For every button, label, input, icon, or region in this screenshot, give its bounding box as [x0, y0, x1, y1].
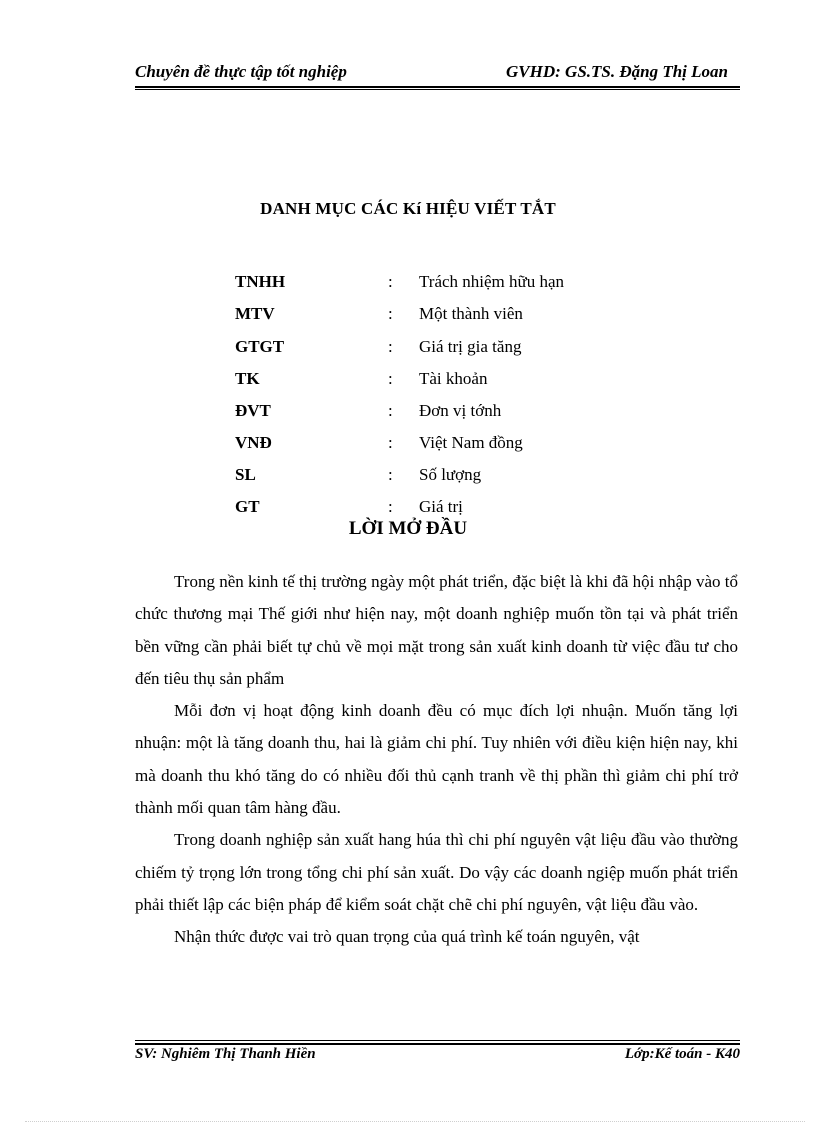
abbreviation-desc: Giá trị — [419, 497, 463, 516]
abbreviation-desc: Tài khoản — [419, 369, 488, 388]
abbreviation-row — [0, 369, 816, 393]
abbreviation-colon: : — [388, 497, 393, 516]
abbreviation-code: MTV — [235, 304, 275, 323]
intro-title: LỜI MỞ ĐẦU — [348, 518, 468, 539]
abbreviation-desc: Việt Nam đồng — [419, 433, 523, 452]
abbreviations-title: DANH MỤC CÁC Kí HIỆU VIẾT TẮT — [260, 199, 556, 218]
abbreviation-colon: : — [388, 304, 393, 323]
abbreviation-code: GT — [235, 497, 260, 516]
header-rule — [135, 89, 740, 90]
abbreviation-code: TNHH — [235, 272, 286, 291]
abbreviation-code: TK — [235, 369, 260, 388]
page-edge-divider — [25, 1121, 805, 1122]
abbreviation-desc: Trách nhiệm hữu hạn — [419, 272, 565, 291]
header-supervisor: GVHD: GS.TS. Đặng Thị Loan — [506, 62, 728, 81]
abbreviation-row — [0, 433, 816, 457]
abbreviation-desc: Giá trị gia tăng — [419, 337, 522, 356]
intro-paragraph: Trong nền kinh tế thị trường ngày một phát triển, đặc biệt là khi đã hội nhập vào tổ chức thương mại Thế giới như hiện nay, một doanh nghiệp muốn tồn tại và phát triển bền vững cần phải biết tự chủ về mọi mặt trong sản xuất kinh doanh từ việc đầu tư cho đến tiêu thụ sản phẩm — [135, 572, 738, 688]
abbreviation-colon: : — [388, 465, 393, 484]
abbreviation-code: GTGT — [235, 337, 285, 356]
abbreviation-desc: Số lượng — [419, 465, 482, 484]
abbreviation-colon: : — [388, 401, 393, 420]
header-course-title: Chuyên đề thực tập tốt nghiệp — [135, 62, 347, 81]
abbreviation-row — [0, 304, 816, 328]
abbreviation-colon: : — [388, 272, 393, 291]
footer-rule-thin — [135, 1040, 740, 1041]
abbreviation-code: ĐVT — [235, 401, 271, 420]
intro-body — [135, 566, 738, 954]
abbreviation-code: SL — [235, 465, 256, 484]
page-footer — [135, 1046, 740, 1070]
abbreviation-row — [0, 337, 816, 361]
page-header — [135, 60, 740, 88]
abbreviation-row — [0, 272, 816, 296]
footer-student-name: SV: Nghiêm Thị Thanh Hiền — [135, 1046, 316, 1062]
abbreviation-desc: Đơn vị tớnh — [419, 401, 502, 420]
footer-rule-thick — [135, 1043, 740, 1045]
intro-paragraph: Nhận thức được vai trò quan trọng của quá trình kế toán nguyên, vật — [174, 927, 640, 947]
abbreviation-row — [0, 401, 816, 425]
abbreviation-colon: : — [388, 337, 393, 356]
abbreviation-code: VNĐ — [235, 433, 272, 452]
abbreviation-row — [0, 465, 816, 489]
abbreviation-desc: Một thành viên — [419, 304, 523, 323]
footer-class: Lớp:Kế toán - K40 — [624, 1046, 740, 1062]
abbreviation-colon: : — [388, 433, 393, 452]
abbreviation-colon: : — [388, 369, 393, 388]
intro-paragraph: Mỗi đơn vị hoạt động kinh doanh đều có mục đích lợi nhuận. Muốn tăng lợi nhuận: một là tăng doanh thu, hai là giảm chi phí. Tuy nhiên với điều kiện hiện nay, khi mà doanh thu khó tăng do có nhiều đối thủ cạnh tranh về thị phần thì giảm chi phí trở thành mối quan tâm hàng đầu. — [135, 701, 738, 818]
intro-paragraph: Trong doanh nghiệp sản xuất hang húa thì chi phí nguyên vật liệu đầu vào thường chiếm tỷ trọng lớn trong tổng chi phí sản xuất. Do vậy các doanh ngiệp muốn phát triển phải thiết lập các biện pháp để kiểm soát chặt chẽ chi phí nguyên, vật liệu đầu vào. — [135, 830, 738, 914]
